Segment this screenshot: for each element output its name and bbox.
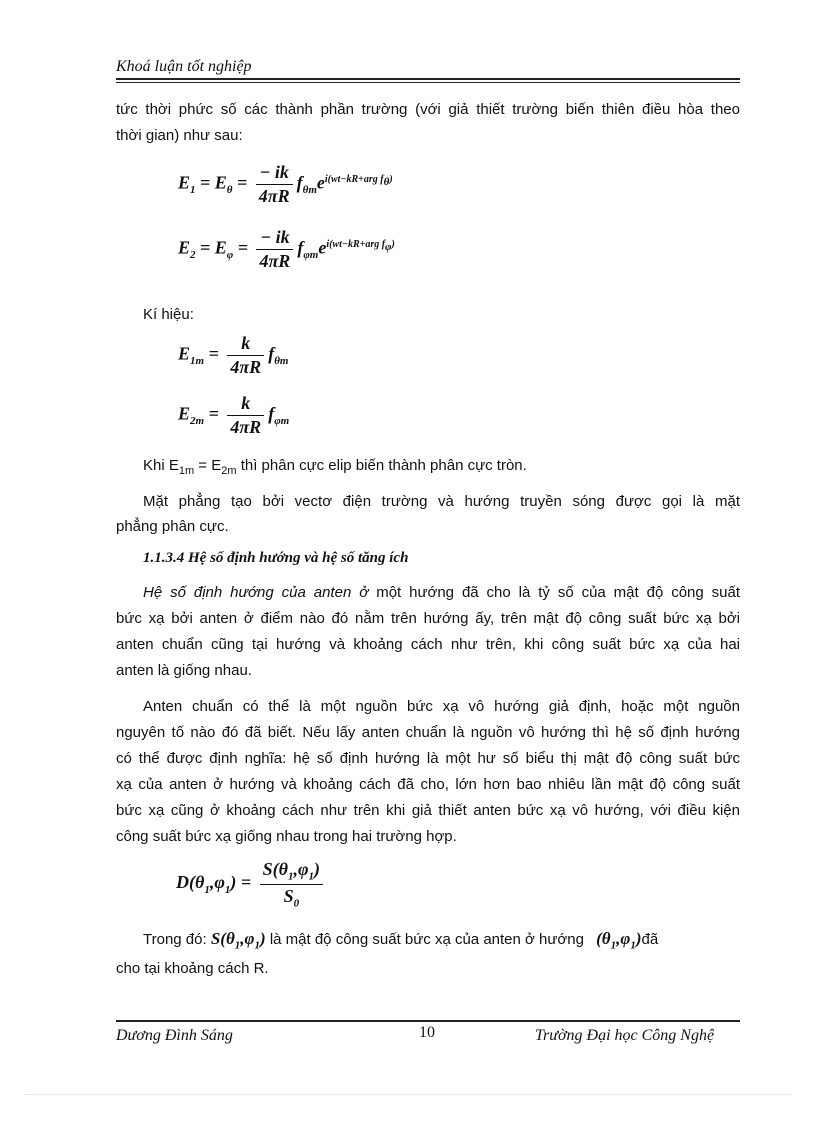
para2-line1: Mặt phẳng tạo bởi vectơ điện trường và hướng truyền sóng được gọi là mặt xyxy=(143,493,740,510)
header-rule xyxy=(116,78,740,80)
equation-e1m: $E_{1m}$ = $\frac{k}{4\pi R}$ $f_{\theta m}$ xyxy=(178,333,289,377)
para4-line6: công suất bức xạ giống nhau trong hai trường hợp. xyxy=(116,828,457,845)
footer-author: Dương Đình Sáng xyxy=(116,1027,233,1044)
para3-line3: anten chuẩn cũng tại hướng và khoảng cách như trên, khi công suất bức xạ của hai xyxy=(116,636,740,653)
para1-line2: thời gian) như sau: xyxy=(116,127,243,144)
footer-school: Trường Đại học Công Nghệ xyxy=(535,1027,715,1044)
para3-line2: bức xạ bởi anten ở điểm nào đó nằm trên hướng ấy, trên mật độ công suất bức xạ bởi xyxy=(116,610,740,627)
header-title: Khoá luận tốt nghiệp xyxy=(116,58,252,75)
para4-line3: có thể được định nghĩa: hệ số định hướng là một hư số biểu thị mật độ công suất bức xyxy=(116,750,740,767)
footer-rule xyxy=(116,1020,740,1022)
section-heading: 1.1.3.4 Hệ số định hướng và hệ số tăng ích xyxy=(143,550,409,566)
para4-line4: xạ của anten ở hướng và khoảng cách đã cho, lớn hơn bao nhiêu lần mật độ công suất xyxy=(116,776,740,793)
para4-line5: bức xạ cũng ở khoảng cách như trên khi giả thiết anten bức xạ vô hướng, với điều kiện xyxy=(116,802,740,819)
equation-directivity: $D(\theta_1,\varphi_1)$ = $\frac{S(\theta_1,\varphi_1)}{S_0}$ xyxy=(176,859,327,909)
para4-line2: nguyên tố nào đó đã biết. Nếu lấy anten chuẩn là nguồn vô hướng thì hệ số định hướng xyxy=(116,724,740,741)
para3-line1: Hệ số định hướng của anten ở một hướng đã cho là tỷ số của mật độ công suất xyxy=(143,584,740,601)
page-edge-dots xyxy=(24,1094,792,1095)
kihieu-label: Kí hiệu: xyxy=(143,306,194,323)
para5-line2: cho tại khoảng cách R. xyxy=(116,960,269,977)
equation-e1: $E_1 = E_\theta$ = $\frac{- ik}{4\pi R}$ $f_{\theta m}e^{i(wt-kR+arg f_\theta)}$ xyxy=(178,162,393,206)
para5-line1: Trong đó: $S(\theta_1,\varphi_1)$ là mật độ công suất bức xạ của anten ở hướng $(\theta_1,\varphi_1)đã$ xyxy=(143,929,659,952)
page-number: 10 xyxy=(419,1024,435,1041)
header-rule-thin xyxy=(116,82,740,83)
para4-line1: Anten chuẩn có thể là một nguồn bức xạ vô hướng giả định, hoặc một nguồn xyxy=(143,698,740,715)
equation-e2m: $E_{2m}$ = $\frac{k}{4\pi R}$ $f_{\varphi m}$ xyxy=(178,393,290,437)
para2-line2: phẳng phân cực. xyxy=(116,518,229,535)
para1-line1: tức thời phức số các thành phần trường (với giả thiết trường biến thiên điều hòa theo xyxy=(116,101,740,118)
para3-line4: anten là giống nhau. xyxy=(116,662,252,679)
equation-e2: $E_2 = E_\varphi$ = $\frac{- ik}{4\pi R}$ $f_{\varphi m}e^{i(wt-kR+arg f_\varphi)}$ xyxy=(178,227,395,271)
khi-line: Khi $E_{1m} = E_{2m}$ thì phân cực elip biến thành phân cực tròn. xyxy=(143,457,527,477)
